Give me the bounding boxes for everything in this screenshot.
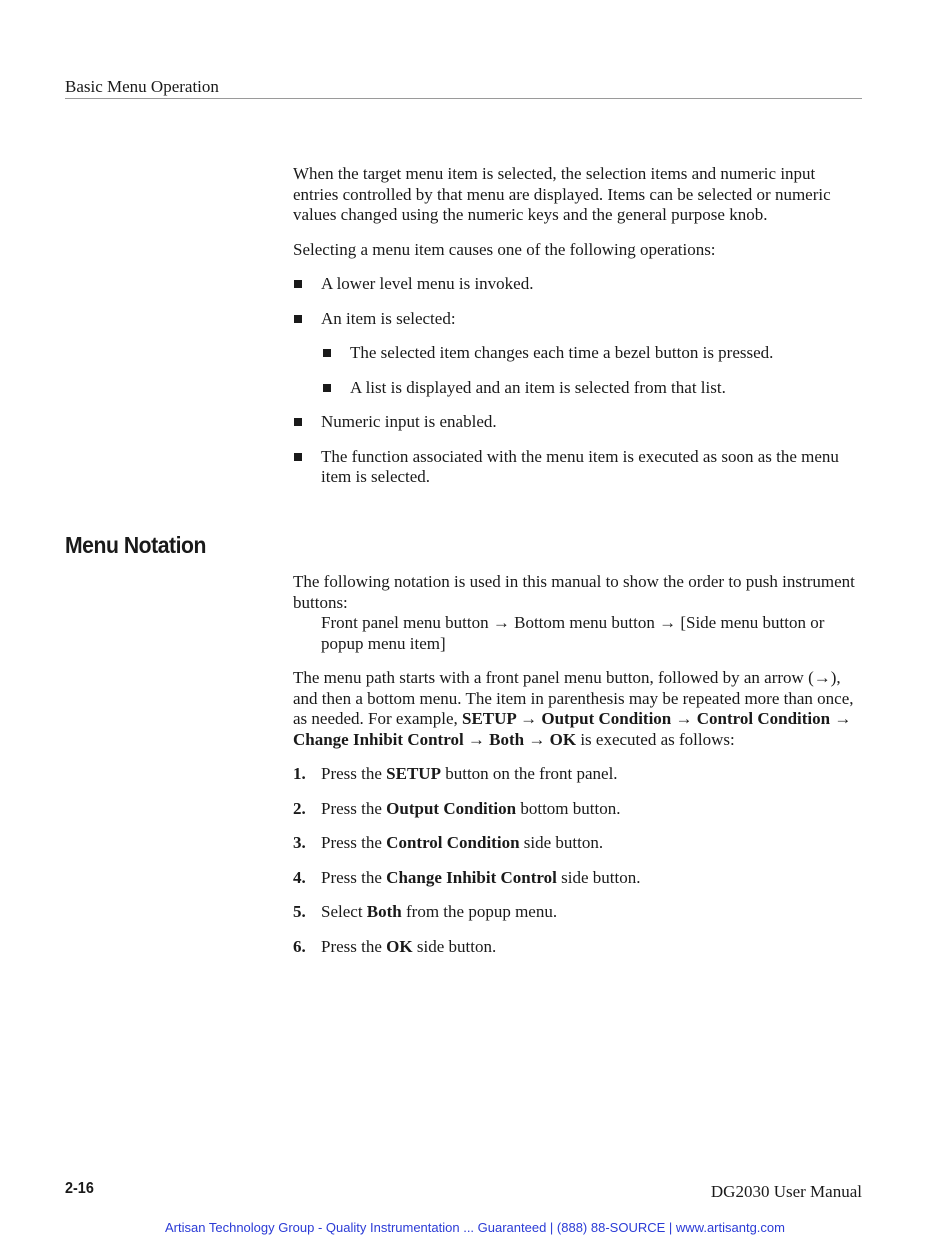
step-item: 1. Press the SETUP button on the front panel. [293,764,618,783]
step-item: 2. Press the Output Condition bottom button. [293,798,621,818]
intro-section [293,164,863,488]
square-bullet-icon [294,280,302,288]
artisan-footer-link[interactable]: Artisan Technology Group - Quality Instrumentation ... Guaranteed | (888) 88-SOURCE | www.artisantg.com [165,1220,785,1235]
square-bullet-icon [323,349,331,357]
bullet-item: A lower level menu is invoked. [293,274,863,295]
notation-example: Front panel menu button → Bottom menu button → [Side menu button or popup menu item] [321,613,825,653]
square-bullet-icon [294,418,302,426]
step-item: 5. Select Both from the popup menu. [293,902,558,921]
page-number: 2-16 [65,1180,94,1197]
square-bullet-icon [323,384,331,392]
sub-bullet-item: A list is displayed and an item is selected from that list. [293,378,863,399]
notation-paragraph-1: The following notation is used in this manual to show the order to push instrument buttons: [293,572,855,612]
notation-paragraph-2: The menu path starts with a front panel menu button, followed by an arrow (→), and then a bottom menu. The item in parenthesis may be repeated more than once, as needed. For example, SETUP → Output Condition → Control Condition → Change Inhibit Control → Both → OK is executed as follows: [293,668,854,749]
square-bullet-icon [294,315,302,323]
bullet-item: Numeric input is enabled. [293,412,863,433]
section-heading: Menu Notation [65,532,206,558]
running-header: Basic Menu Operation [65,77,862,99]
bullet-item: The function associated with the menu item is executed as soon as the menu item is selected. [293,447,863,488]
menu-notation-section [293,572,863,957]
step-item: 3. Press the Control Condition side button. [293,833,604,852]
step-item: 6. Press the OK side button. [293,936,497,956]
sub-bullet-item: The selected item changes each time a bezel button is pressed. [293,343,863,364]
step-item: 4. Press the Change Inhibit Control side button. [293,867,641,887]
intro-paragraph-2: Selecting a menu item causes one of the following operations: [293,239,716,259]
bullet-item: An item is selected: [293,309,863,330]
square-bullet-icon [294,453,302,461]
intro-paragraph-1: When the target menu item is selected, the selection items and numeric input entries controlled by that menu are displayed. Items can be selected or numeric values changed using the numeric keys and the general purpose knob. [293,164,831,224]
manual-title: DG2030 User Manual [710,1182,862,1201]
